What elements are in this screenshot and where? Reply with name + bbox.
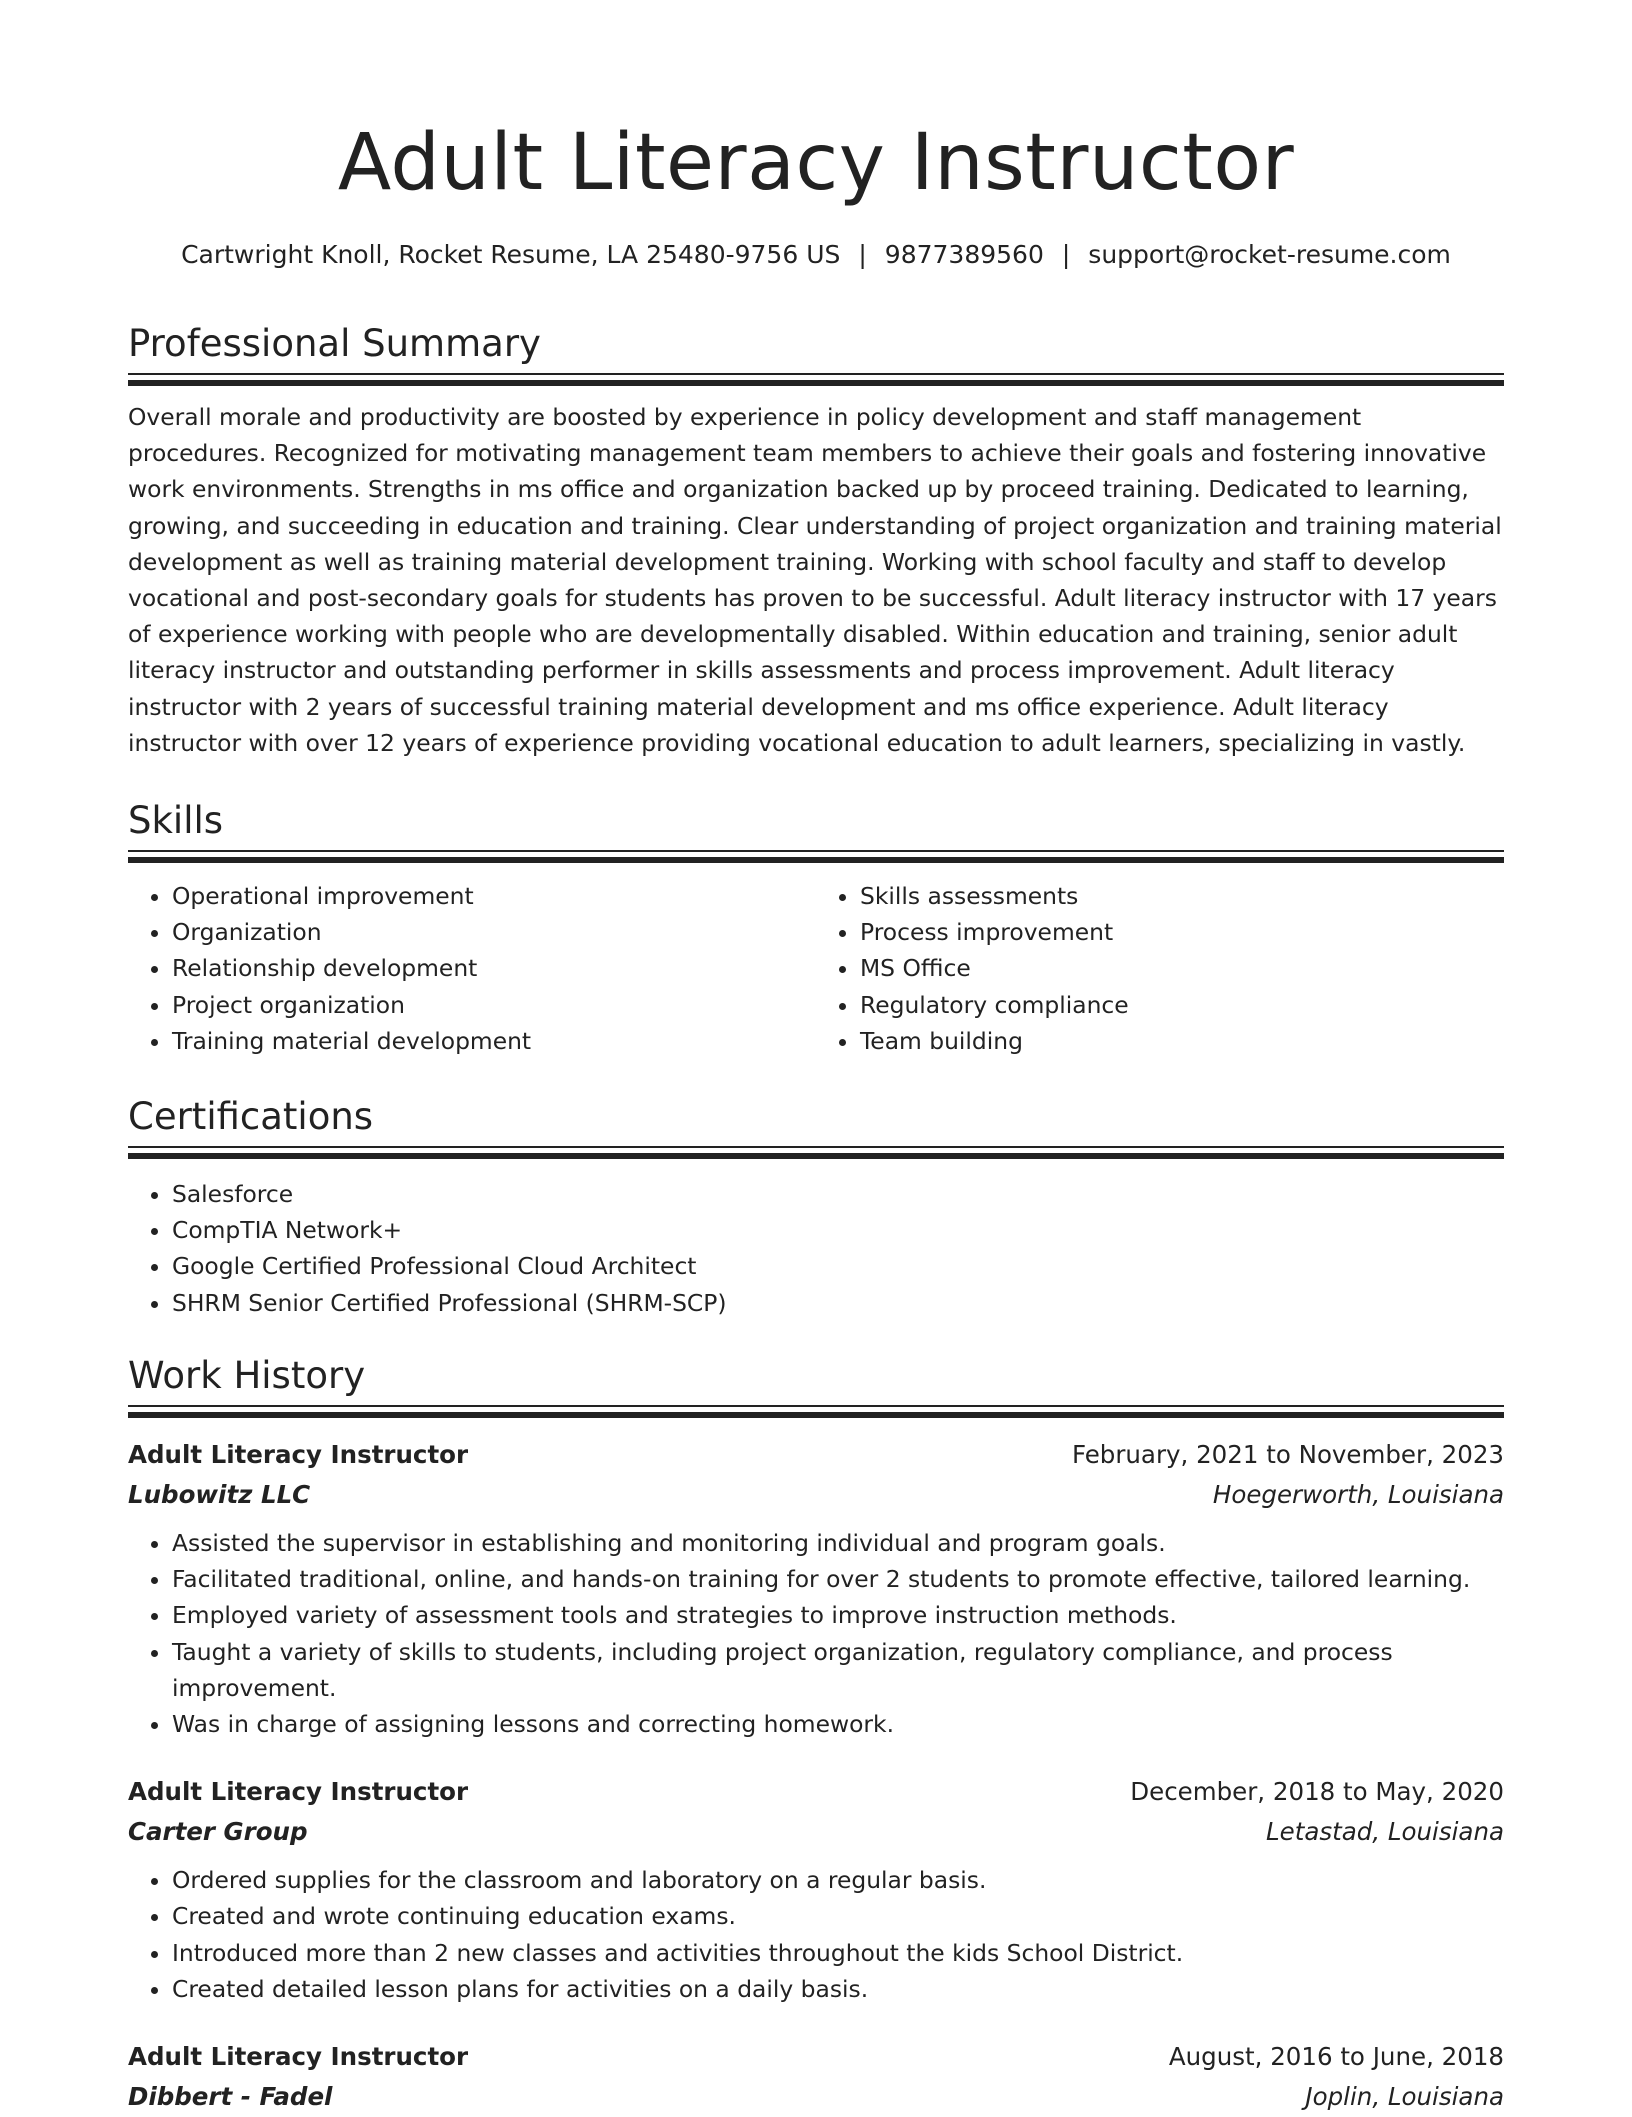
- certification-item: • Google Certified Professional Cloud Architect: [172, 1248, 1504, 1284]
- work-history-heading: Work History: [128, 1354, 366, 1397]
- skill-item: • Regulatory compliance: [860, 987, 1504, 1023]
- job-title: Adult Literacy Instructor: [128, 2042, 469, 2072]
- section-divider: [128, 1405, 1504, 1419]
- skill-item: • Operational improvement: [172, 878, 816, 914]
- job-bullets: [128, 1525, 1504, 1742]
- job-header-row: [128, 2037, 1504, 2077]
- summary-text: Overall morale and productivity are boosted by experience in policy development and staff management procedures. Recognized for motivating management team members to achieve their goals and fostering innovative work environments. Strengths in ms office and organization backed up by proceed training. Dedicated to learning, growing, and succeeding in education and training. Clear understanding of project organization and training material development as well as training material development training. Working with school faculty and staff to develop vocational and post-secondary goals for students has proven to be successful. Adult literacy instructor with 17 years of experience working with people who are developmentally disabled. Within education and training, senior adult literacy instructor and outstanding performer in skills assessments and process improvement. Adult literacy instructor with 2 years of successful training material development and ms office experience. Adult literacy instructor with over 12 years of experience providing vocational education to adult learners, specializing in vastly.: [128, 403, 1502, 757]
- job-company: Dibbert - Fadel: [128, 2082, 333, 2112]
- job-header-row: [128, 1772, 1504, 1812]
- skills-columns: [128, 878, 1504, 1059]
- job-bullet: • Was in charge of assigning lessons and correcting homework.: [172, 1706, 1504, 1742]
- resume-title: Adult Literacy Instructor: [337, 118, 1295, 208]
- contact-separator: |: [858, 240, 867, 269]
- job-bullet: • Facilitated traditional, online, and hands-on training for over 2 students to promote effective, tailored learning.: [172, 1561, 1504, 1597]
- skills-heading: Skills: [128, 799, 224, 842]
- job-entry: [128, 2037, 1504, 2117]
- job-company: Carter Group: [128, 1817, 308, 1847]
- job-bullet: • Ordered supplies for the classroom and laboratory on a regular basis.: [172, 1862, 1504, 1898]
- skill-item: • Team building: [860, 1023, 1504, 1059]
- job-company: Lubowitz LLC: [128, 1480, 311, 1509]
- job-bullet: • Employed variety of assessment tools and strategies to improve instruction methods.: [172, 1597, 1504, 1633]
- section-divider: [128, 373, 1504, 387]
- contact-phone: 9877389560: [884, 240, 1044, 269]
- job-subheader-row: [128, 1475, 1504, 1515]
- skills-list-left: [128, 878, 816, 1059]
- job-bullet: • Created and wrote continuing education exams.: [172, 1898, 1504, 1934]
- job-bullet: • Introduced more than 2 new classes and activities throughout the kids School District.: [172, 1935, 1504, 1971]
- skill-item: • Training material development: [172, 1023, 816, 1059]
- skill-item: • Project organization: [172, 987, 816, 1023]
- contact-separator: |: [1061, 240, 1071, 269]
- contact-line: [128, 240, 1504, 269]
- section-divider: [128, 1146, 1504, 1160]
- skill-item: • Skills assessments: [860, 878, 1504, 914]
- section-divider: [128, 850, 1504, 864]
- job-bullets: [128, 1862, 1504, 2007]
- certifications-heading: Certifications: [128, 1095, 374, 1138]
- certification-item: • SHRM Senior Certified Professional (SHRM-SCP): [172, 1285, 1504, 1321]
- job-bullet: • Assisted the supervisor in establishing and monitoring individual and program goals.: [172, 1525, 1504, 1561]
- summary-section: [128, 315, 1504, 761]
- job-title: Adult Literacy Instructor: [128, 1777, 469, 1807]
- job-subheader-row: [128, 2077, 1504, 2117]
- contact-email[interactable]: support@rocket-resume.com: [1088, 240, 1451, 269]
- certification-item: • CompTIA Network+: [172, 1212, 1504, 1248]
- job-entry: [128, 1772, 1504, 2007]
- job-header-row: [128, 1435, 1504, 1475]
- job-dates: February, 2021 to November, 2023: [1071, 1440, 1504, 1469]
- skill-item: • Process improvement: [860, 914, 1504, 950]
- contact-address: Cartwright Knoll, Rocket Resume, LA 25480-9756 US: [181, 240, 841, 269]
- skill-item: • Relationship development: [172, 950, 816, 986]
- skill-item: • Organization: [172, 914, 816, 950]
- certifications-section: [128, 1088, 1504, 1321]
- certification-item: • Salesforce: [172, 1176, 1504, 1212]
- job-title: Adult Literacy Instructor: [128, 1440, 469, 1469]
- job-subheader-row: [128, 1812, 1504, 1852]
- certifications-list: [128, 1176, 1504, 1321]
- skill-item: • MS Office: [860, 950, 1504, 986]
- job-bullet: • Created detailed lesson plans for activities on a daily basis.: [172, 1971, 1504, 2007]
- job-entry: [128, 1435, 1504, 1742]
- summary-heading: Professional Summary: [128, 322, 541, 365]
- skills-list-right: [816, 878, 1504, 1059]
- job-location: Hoegerworth, Louisiana: [1212, 1480, 1504, 1509]
- work-history-section: [128, 1347, 1504, 2117]
- job-location: Letastad, Louisiana: [1266, 1817, 1504, 1847]
- job-dates: December, 2018 to May, 2020: [1130, 1777, 1504, 1807]
- skills-section: [128, 792, 1504, 1059]
- job-dates: August, 2016 to June, 2018: [1168, 2042, 1504, 2072]
- job-location: Joplin, Louisiana: [1305, 2082, 1504, 2112]
- job-bullet: • Taught a variety of skills to students, including project organization, regulatory compliance, and process improvement.: [172, 1634, 1504, 1706]
